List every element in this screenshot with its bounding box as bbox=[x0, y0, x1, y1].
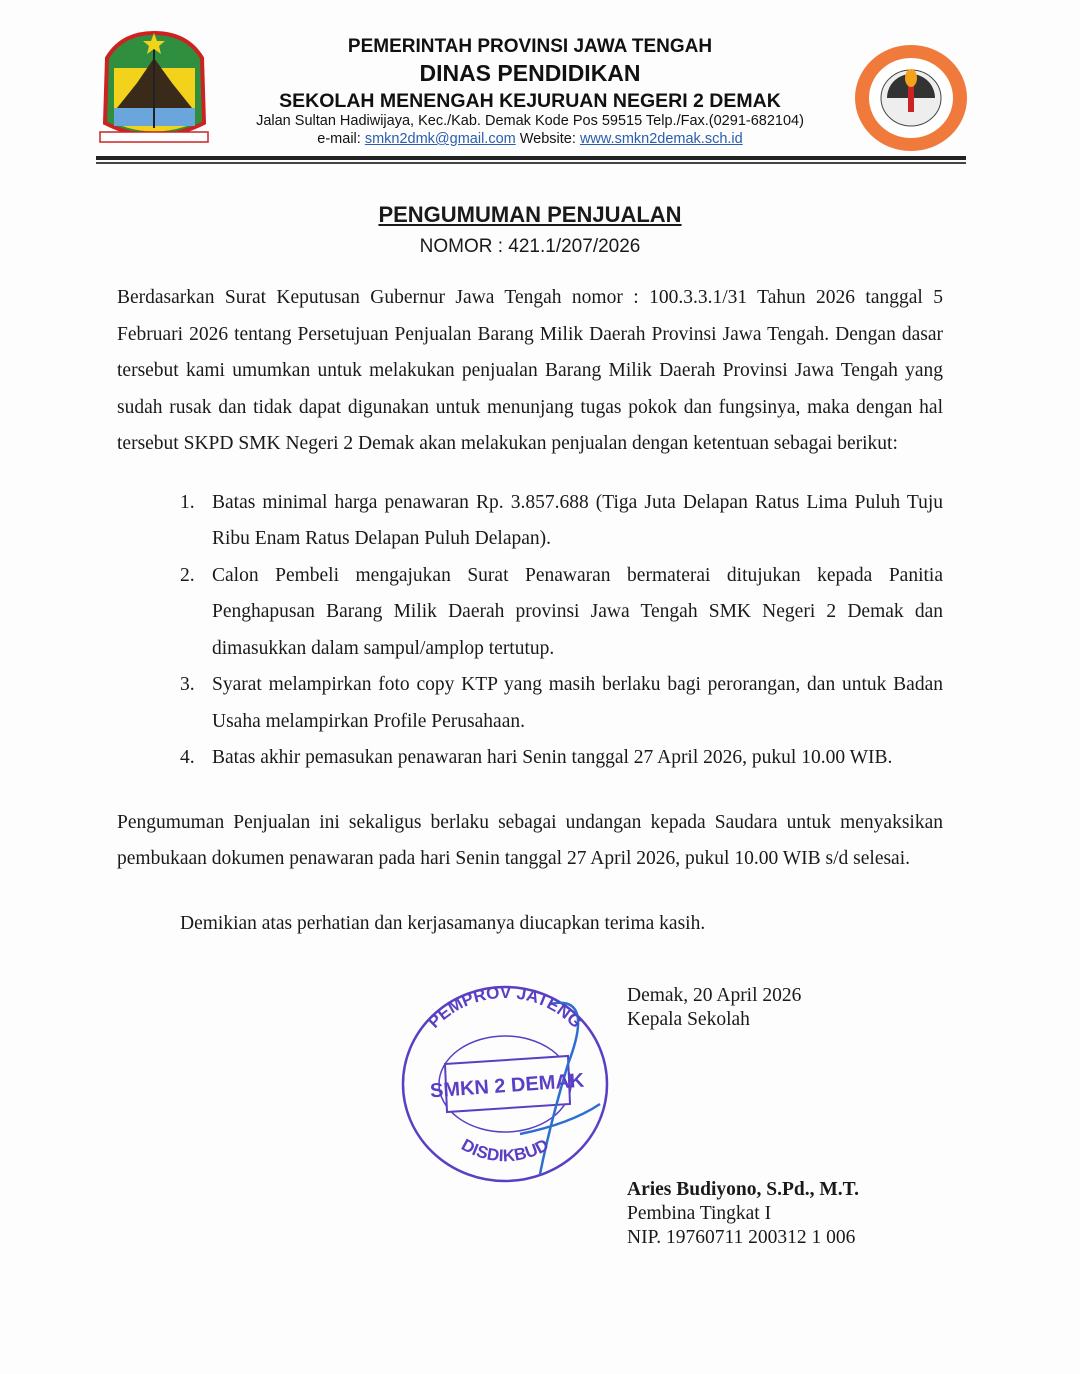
header-address: Jalan Sultan Hadiwijaya, Kec./Kab. Demak Kode Pos 59515 Telp./Fax.(0291-682104) bbox=[256, 113, 804, 129]
item-number: 4. bbox=[180, 747, 195, 768]
signature-position: Kepala Sekolah bbox=[627, 1009, 750, 1030]
signature-space bbox=[627, 1032, 943, 1178]
list-item bbox=[180, 667, 943, 740]
signatory-rank: Pembina Tingkat I bbox=[627, 1203, 772, 1224]
svg-text:PEMPROV JATENG: PEMPROV JATENG bbox=[424, 984, 586, 1032]
signature-date: Demak, 20 April 2026 bbox=[627, 985, 802, 1006]
document-number: NOMOR : 421.1/207/2026 bbox=[419, 236, 641, 257]
header-government: PEMERINTAH PROVINSI JAWA TENGAH bbox=[347, 36, 713, 57]
signatory-nip: NIP. 19760711 200312 1 006 bbox=[627, 1227, 856, 1248]
email-link[interactable]: smkn2dmk@gmail.com bbox=[364, 131, 516, 147]
signatory-name: Aries Budiyono, S.Pd., M.T. bbox=[627, 1179, 860, 1200]
thanks-text: Demikian atas perhatian dan kerjasamanya diucapkan terima kasih. bbox=[180, 912, 706, 934]
item-text: Calon Pembeli mengajukan Surat Penawaran bermaterai ditujukan kepada Panitia Penghapusan Barang Milik Daerah provinsi Jawa Tengah SMK Negeri 2 Demak dan dimasukkan dalam sampul/amplop tertutup. bbox=[212, 564, 943, 659]
header-school: SEKOLAH MENENGAH KEJURUAN NEGERI 2 DEMAK bbox=[279, 90, 781, 112]
list-item bbox=[180, 485, 943, 558]
terms-list bbox=[180, 485, 943, 777]
item-number: 1. bbox=[180, 491, 195, 513]
header-divider-thin bbox=[96, 162, 966, 164]
official-stamp bbox=[400, 984, 610, 1184]
header-contact bbox=[200, 131, 860, 148]
item-text: Batas minimal harga penawaran Rp. 3.857.688 (Tiga Juta Delapan Ratus Lima Puluh Tuju Ribu Enam Ratus Delapan Puluh Delapan). bbox=[212, 491, 943, 549]
smkn2-demak-logo bbox=[852, 42, 970, 154]
email-label: e-mail: bbox=[317, 131, 361, 147]
document-title: PENGUMUMAN PENJUALAN bbox=[378, 202, 682, 227]
website-label: Website: bbox=[519, 131, 576, 147]
closing-paragraph: Pengumuman Penjualan ini sekaligus berlaku sebagai undangan kepada Saudara untuk menyaksikan pembukaan dokumen penawaran pada hari Senin tanggal 27 April 2026, pukul 10.00 WIB s/d selesai. bbox=[117, 811, 943, 869]
intro-paragraph: Berdasarkan Surat Keputusan Gubernur Jawa Tengah nomor : 100.3.3.1/31 Tahun 2026 tanggal 5 Februari 2026 tentang Persetujuan Penjualan Barang Milik Daerah Provinsi Jawa Tengah. Dengan dasar tersebut kami umumkan untuk melakukan penjualan Barang Milik Daerah Provinsi Jawa Tengah yang sudah rusak dan tidak dapat digunakan untuk menunjang tugas pokok dan fungsinya, maka dengan hal tersebut SKPD SMK Negeri 2 Demak akan melakukan penjualan dengan ketentuan sebagai berikut: bbox=[117, 287, 943, 454]
svg-text:DISDIKBUD: DISDIKBUD bbox=[458, 1135, 552, 1166]
list-item bbox=[180, 740, 943, 777]
svg-text:SMKN 2 DEMAK: SMKN 2 DEMAK bbox=[429, 1069, 585, 1103]
item-text: Syarat melampirkan foto copy KTP yang masih berlaku bagi perorangan, dan untuk Badan Usaha melampirkan Profile Perusahaan. bbox=[212, 674, 943, 732]
website-link[interactable]: www.smkn2demak.sch.id bbox=[579, 131, 743, 147]
header-divider bbox=[96, 156, 966, 160]
item-number: 3. bbox=[180, 674, 195, 695]
item-text: Batas akhir pemasukan penawaran hari Senin tanggal 27 April 2026, pukul 10.00 WIB. bbox=[212, 747, 893, 768]
header-department: DINAS PENDIDIKAN bbox=[419, 60, 641, 86]
item-number: 2. bbox=[180, 564, 195, 586]
signature-block bbox=[424, 984, 943, 1250]
document-body bbox=[117, 280, 943, 1250]
list-item bbox=[180, 558, 943, 668]
jawa-tengah-logo bbox=[92, 28, 217, 154]
